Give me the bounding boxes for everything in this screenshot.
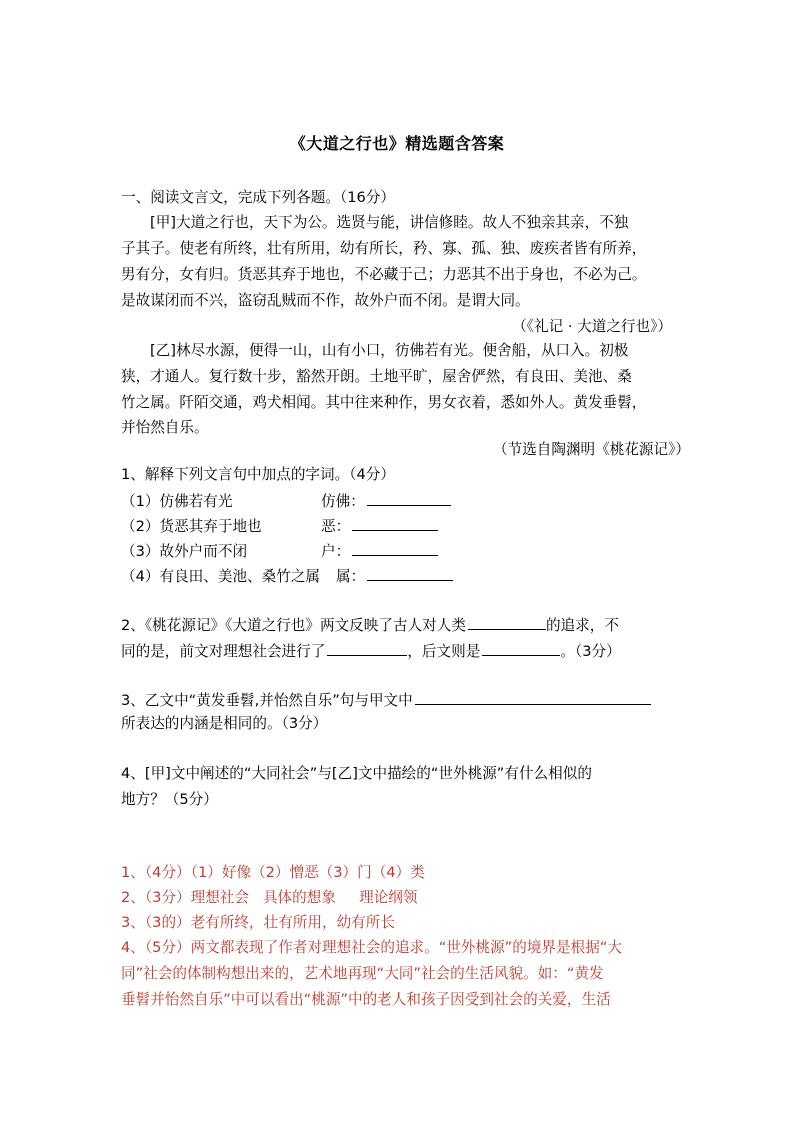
passage-a-source: （《礼记 · 大道之行也》） <box>512 318 672 335</box>
answer-blank[interactable] <box>367 491 451 506</box>
q1-sentence: （1）仿佛若有光 <box>121 493 233 510</box>
document-title: 《大道之行也》精选题含答案 <box>289 134 505 153</box>
q2-text: ，后文则是 <box>407 643 481 660</box>
q2-text: 2、《桃花源记》《大道之行也》两文反映了古人对人类 <box>121 617 466 634</box>
answer-line: 垂髫并怡然自乐”中可以看出“桃源”中的老人和孩子因受到社会的关爱，生活 <box>121 991 611 1008</box>
question-1-item <box>121 566 453 586</box>
question-3-line: 所表达的内涵是相同的。（3分） <box>121 715 328 732</box>
q1-sentence: （2）货恶其弃于地也 <box>121 518 262 535</box>
question-1-item <box>121 491 451 511</box>
answer-line: 4、（5分）两文都表现了作者对理想社会的追求。“世外桃源”的境界是根据“大 <box>121 939 622 956</box>
question-1-item <box>121 516 438 536</box>
answer-blank[interactable] <box>352 541 438 556</box>
question-3-line <box>121 690 651 710</box>
answer-blank[interactable] <box>367 566 453 581</box>
passage-a-line: 男有分，女有归。货恶其弃于地也，不必藏于己；力恶其不出于身也，不必为己。 <box>121 266 647 283</box>
passage-a-line: 是故谋闭而不兴，盗窃乱贼而不作，故外户而不闭。是谓大同。 <box>121 292 530 309</box>
q2-text: 同的是，前文对理想社会进行了 <box>121 643 326 660</box>
question-4-line: 地方？（5分） <box>121 791 218 808</box>
q1-word: 恶： <box>321 518 351 535</box>
passage-b-line: 狭，才通人。复行数十步，豁然开朗。土地平旷，屋舍俨然，有良田、美池、桑 <box>121 368 632 385</box>
answer-blank[interactable] <box>482 641 560 656</box>
q1-sentence: （3）故外户而不闭 <box>121 543 248 560</box>
question-1-item <box>121 541 438 561</box>
passage-b-source: （节选自陶渊明《桃花源记》） <box>492 441 690 458</box>
section1-heading: 一、阅读文言文，完成下列各题。（16分） <box>121 189 395 206</box>
answer-blank[interactable] <box>468 615 546 630</box>
answer-line: 1、（4分）（1）好像（2）憎恶（3）门（4）类 <box>121 864 425 881</box>
passage-b-line: 并怡然自乐。 <box>121 419 209 436</box>
question-2-line <box>121 641 621 661</box>
q1-word: 属： <box>336 568 366 585</box>
q1-sentence: （4）有良田、美池、桑竹之属 <box>121 568 321 585</box>
q3-text: 3、乙文中“黄发垂髫,并怡然自乐”句与甲文中 <box>121 692 413 709</box>
passage-b-line: 竹之属。阡陌交通，鸡犬相闻。其中往来种作，男女衣着，悉如外人。黄发垂髫， <box>121 394 647 411</box>
answer-line: 同”社会的体制构想出来的，艺术地再现“大同”社会的生活风貌。如：“黄发 <box>121 965 604 982</box>
answer-blank[interactable] <box>415 690 651 705</box>
passage-a-line: [甲]大道之行也，天下为公。选贤与能，讲信修睦。故人不独亲其亲，不独 <box>150 214 629 231</box>
answer-blank[interactable] <box>327 641 407 656</box>
answer-blank[interactable] <box>352 516 438 531</box>
passage-a-line: 子其子。使老有所终，壮有所用，幼有所长，矜、寡、孤、独、废疾者皆有所养， <box>121 240 647 257</box>
question-2-line <box>121 615 619 635</box>
answer-line: 3、（3的）老有所终，壮有所用，幼有所长 <box>121 914 395 931</box>
q1-word: 仿佛： <box>321 493 365 510</box>
question-1-stem: 1、解释下列文言句中加点的字词。（4分） <box>121 466 395 483</box>
question-4-line: 4、[甲]文中阐述的“大同社会”与[乙]文中描绘的“世外桃源”有什么相似的 <box>121 765 592 782</box>
q2-text: 。（3分） <box>560 643 621 660</box>
passage-b-line: [乙]林尽水源，便得一山，山有小口，彷佛若有光。便舍船，从口入。初极 <box>150 342 629 359</box>
answer-line: 2、（3分）理想社会 具体的想象 理论纲领 <box>121 889 418 906</box>
q1-word: 户： <box>321 543 351 560</box>
q2-text: 的追求，不 <box>545 617 619 634</box>
